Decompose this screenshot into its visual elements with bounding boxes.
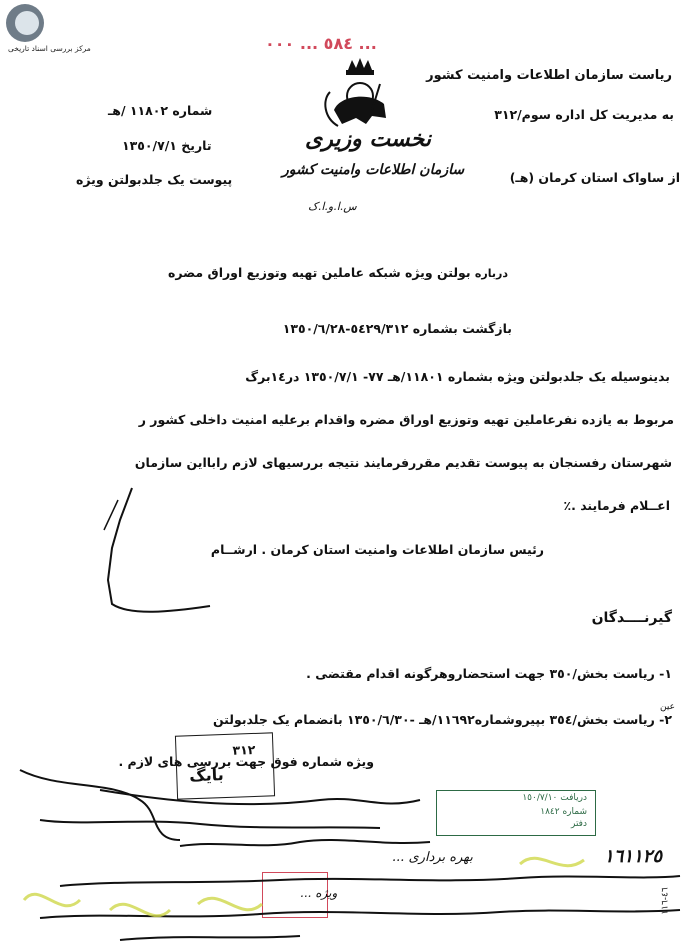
- archive-box-number: ٣١٢: [232, 741, 256, 758]
- to-department-line: به مدیریت کل اداره سوم/٣١٢: [494, 107, 674, 122]
- subject-text: بولتن ویژه شبکه عاملین تهیه وتوزیع اوراق مضره: [167, 265, 471, 280]
- page-number: ٤٦-١١٦: [660, 887, 671, 915]
- handwritten-note-2: ویژه ...: [300, 886, 338, 900]
- receipt-line-3: دفتر: [571, 819, 587, 829]
- addressee-line: ریاست سازمان اطلاعات وامنیت کشور: [426, 68, 672, 83]
- emblem-subtitle: سازمان اطلاعات وامنیت کشور: [282, 162, 465, 178]
- receipt-line-1: دریافت ١٥٠/٧/١٠: [522, 793, 587, 803]
- archive-org-name: مرکز بررسی اسناد تاریخی: [8, 44, 91, 53]
- receipt-line-2: شماره ١٨٤٢: [540, 807, 587, 817]
- number-label: شماره: [172, 103, 213, 118]
- reference-line: بازگشت بشماره ٥٤٢٩/٣١٢-١٣٥٠/٦/٢٨: [282, 321, 512, 336]
- number-value: ١١٨٠٢ /هـ: [108, 103, 169, 118]
- emblem-code: س.ا.و.ا.ک: [308, 200, 357, 213]
- archive-box-label: بایگ: [188, 765, 225, 786]
- body-line-4: اعــلام فرمایند .٪: [563, 498, 670, 513]
- attachment-label: پیوست: [189, 172, 233, 187]
- handwritten-number: ١٦١١٢٥: [604, 846, 663, 867]
- top-red-stamp: ٥٨٤ ... ٠٠٠ ...: [265, 34, 377, 53]
- body-line-3: شهرستان رفسنجان به پیوست تقدیم مقررفرمایند نتیجه بررسیهای لازم رابااین سازمان: [134, 455, 672, 470]
- handwritten-note-1: بهره برداری ...: [392, 850, 473, 865]
- signatory-line: رئیس سازمان اطلاعات وامنیت استان کرمان . ارشــام: [210, 542, 544, 557]
- date-value: ١٣٥٠/٧/١: [122, 138, 177, 153]
- recipient-2-note: عین: [660, 702, 675, 712]
- body-line-2: مربوط به یازده نفرعاملین تهیه وتوزیع اوراق مضره واقدام برعلیه امنیت داخلی کشور ر: [138, 412, 674, 427]
- body-line-1: بدینوسیله یک جلدبولتن ویژه بشماره ١١٨٠١/هـ ٧٧- ١٣٥٠/٧/١ در١٤برگ: [245, 369, 670, 384]
- subject-label: درباره: [474, 267, 508, 280]
- attachment-value: یک جلدبولتن ویژه: [76, 172, 185, 187]
- recipient-1: ١- ریاست بخش/٣٥٠ جهت استحضاروهرگونه اقدام مقتضی .: [306, 666, 672, 681]
- emblem-title: نخست وزیری: [305, 126, 431, 152]
- date-label: تاریخ: [181, 138, 212, 153]
- from-line: از ساواک استان کرمان (هـ): [509, 170, 680, 185]
- recipient-3: ویژه شماره فوق جهت بررسی های لازم .: [118, 754, 374, 769]
- recipients-heading: گیرنــــدگان: [591, 610, 672, 626]
- recipient-2: ٢- ریاست بخش/٣٥٤ بپیروشماره١١٦٩٢/هـ -١٣٥٠/٦/٣٠ بانضمام یک جلدبولتن: [212, 712, 672, 727]
